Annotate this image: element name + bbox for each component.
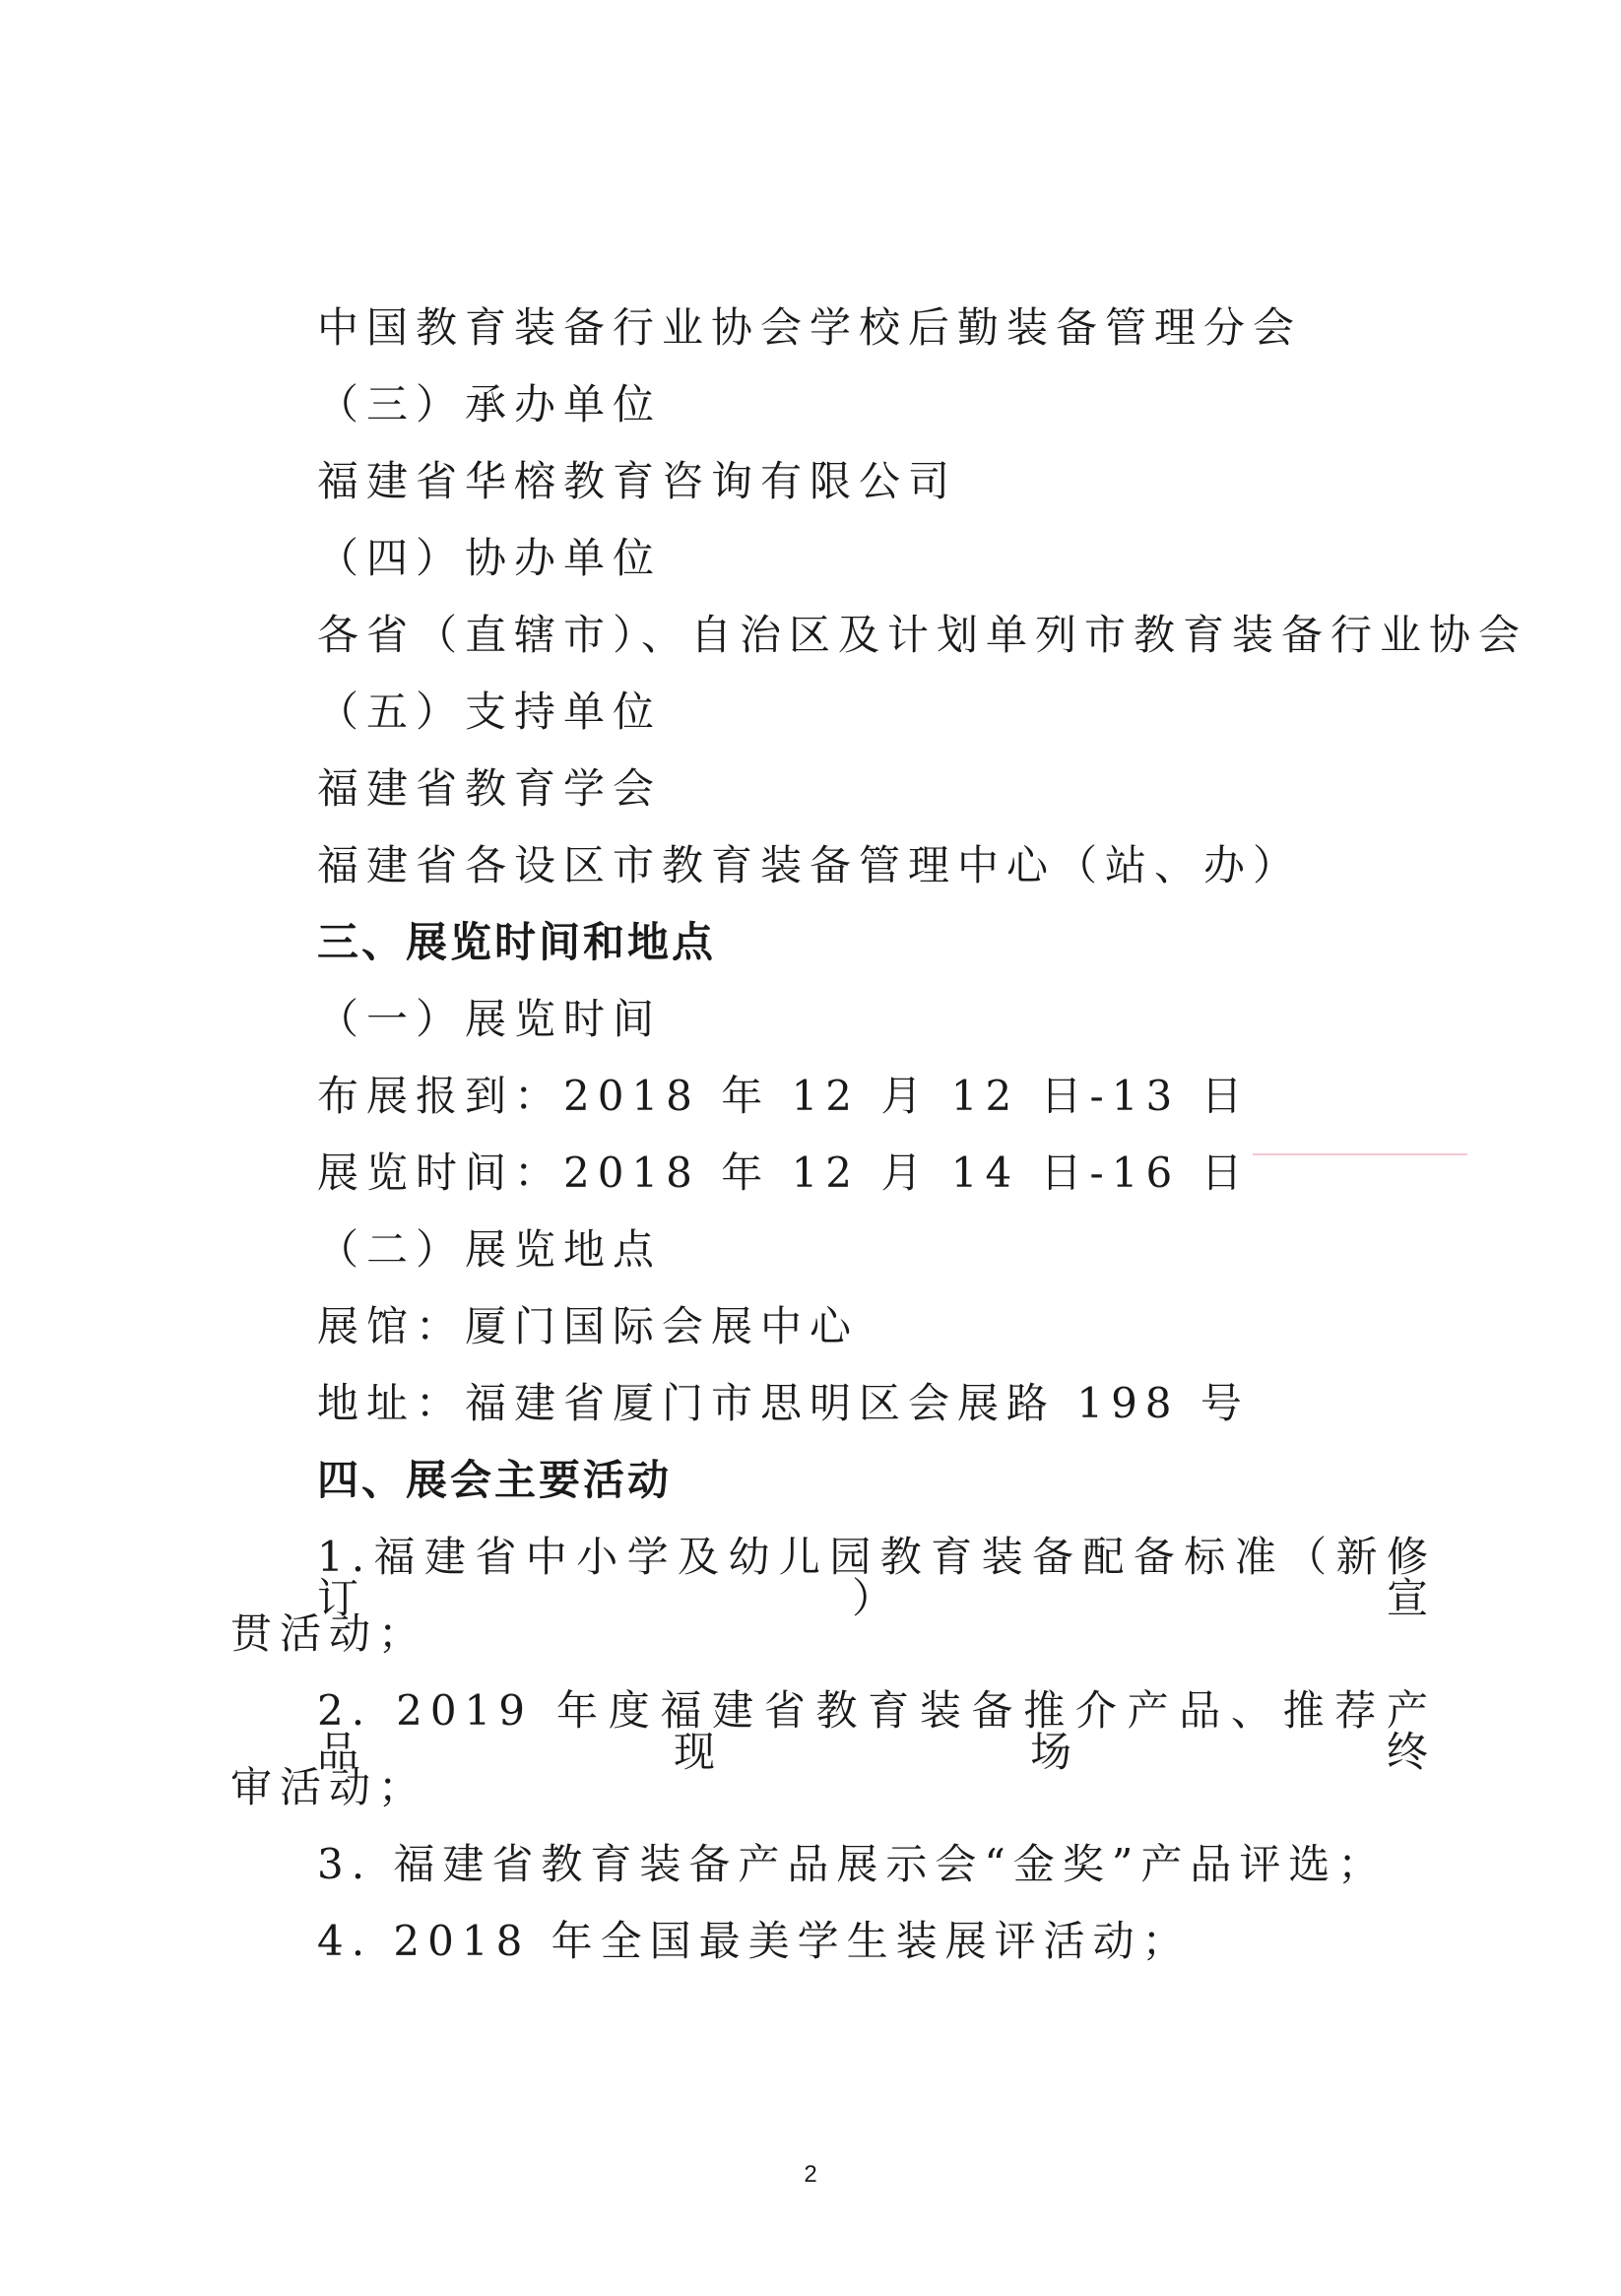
venue-address: 地址：福建省厦门市思明区会展路 198 号	[317, 1379, 1250, 1427]
section-heading-time-place: 三、展览时间和地点	[317, 918, 717, 966]
activity-2-line-2: 审活动；	[230, 1763, 428, 1811]
activity-1-line-1: 1.福建省中小学及幼儿园教育装备配备标准（新修订）宣	[317, 1533, 1436, 1622]
activity-1-line-2: 贯活动；	[230, 1609, 428, 1658]
section-heading-activities: 四、展会主要活动	[317, 1456, 673, 1504]
exhibition-date: 展览时间：2018 年 12 月 14 日-16 日	[317, 1148, 1251, 1197]
subheading-co-organizer: （四）协办单位	[317, 534, 663, 582]
page-number: 2	[804, 2161, 817, 2188]
co-organizer-text: 各省（直辖市）、自治区及计划单列市教育装备行业协会	[317, 611, 1528, 659]
setup-registration-date: 布展报到：2018 年 12 月 12 日-13 日	[317, 1072, 1251, 1120]
supporter-line-2: 福建省各设区市教育装备管理中心（站、办）	[317, 841, 1303, 889]
subheading-exhibition-venue: （二）展览地点	[317, 1225, 663, 1274]
subheading-exhibition-time: （一）展览时间	[317, 995, 663, 1043]
activity-2-line-1: 2. 2019 年度福建省教育装备推介产品、推荐产品现场终	[317, 1686, 1436, 1776]
subheading-supporter: （五）支持单位	[317, 688, 663, 736]
activity-3: 3. 福建省教育装备产品展示会“金奖”产品评选；	[317, 1840, 1388, 1888]
scan-mark	[1253, 1153, 1467, 1155]
organizer-line: 中国教育装备行业协会学校后勤装备管理分会	[317, 303, 1303, 352]
supporter-line-1: 福建省教育学会	[317, 764, 663, 813]
host-organization: 福建省华榕教育咨询有限公司	[317, 457, 958, 505]
venue-name: 展馆：厦门国际会展中心	[317, 1302, 860, 1350]
activity-4: 4. 2018 年全国最美学生装展评活动；	[317, 1917, 1192, 1965]
subheading-host: （三）承办单位	[317, 380, 663, 428]
